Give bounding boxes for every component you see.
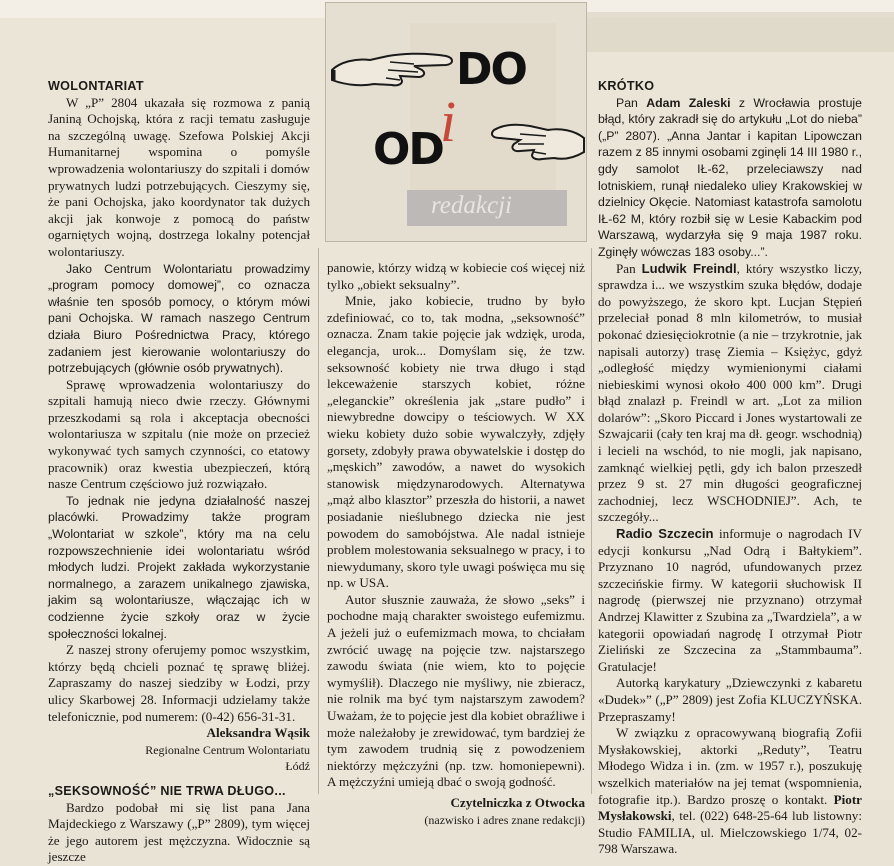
news-item-kluczynska: Autorką karykatury „Dziewczynki z kabaretu «Dudek»” („P” 2809) jest Zofia KLUCZYŃSKA. Przepraszamy!: [598, 675, 862, 724]
text-run: Pan: [616, 260, 642, 276]
section-heading-wolontariat: WOLONTARIAT: [48, 79, 144, 93]
text-run: , który wszystko liczy, sprawdza i... we wszystkim szuka błędów, dodaje do powyższego, że skoro kpt. Lucjan Stępień przeleciał ponad 8 mln kilometrów, to musiał pokonać dziesięciokrotnie (a nie – trzykrotnie, jak napisali autorzy) trasę Ziemia – Księżyc, gdyż „odległość między wymienionymi ciałami niebieskimi wynosi około 400 000 km”. Drugi błąd znalazł p. Freindl w art. „Lot za milion dolarów”: „Skoro Piccard i Jones wystartowali ze Szwajcarii (cały ten kraj ma dł. geogr. wschodnią) i lecieli na wschód, to nie mogli, jak napisano, zamknąć wielkiej pętli, gdy ich balon przeszedł przez 9 st. 27 min długości geograficznej zachodniej, lecz WSCHODNIEJ”. Ach, te szczegóły...: [598, 260, 863, 525]
letter-paragraph: Sprawę wprowadzenia wolontariuszy do szpitali hamują nieco dwie rzeczy. Głównymi przeszkodami są rola i akceptacja obecności wolontariusza w szpitalu (nie może on przecież wykonywać tych samych czynności, co etatowy pracownik) oraz kwestia ubezpieczeń, którą nasze Centrum częściowo już rozwiązało.: [48, 376, 310, 492]
signature-city: Łódź: [285, 759, 310, 774]
news-item-radio-szczecin: [598, 526, 862, 675]
text-run: Pan: [616, 95, 647, 110]
header-title-i: i: [440, 89, 457, 154]
pointing-hand-right-icon: [330, 40, 456, 92]
column-seksownosc-continued: [327, 260, 585, 828]
news-item-zaleski: [598, 95, 862, 261]
signature-organization: Regionalne Centrum Wolontariatu: [145, 742, 310, 757]
text-run: informuje o nagrodach IV edycji konkursu „Nad Odrą i Bałtykiem”. Przyznano 10 nagród, ufundowanych przez szczecińskie firmy. W kategorii słuchowisk II nagrodę (pierwszej nie przyznano) otrzymał Andrzej Klawitter z Szubina za „Twardziela”, a w kategorii opowiadań nagrodę I otrzymał Piotr Zieliński ze Szczecina za „Stammbauma”. Gratulacje!: [598, 526, 862, 674]
section-heading-seksownosc: „SEKSOWNOŚĆ” NIE TRWA DŁUGO...: [48, 783, 286, 798]
person-name: Adam Zaleski: [646, 95, 731, 110]
signature-note: (nazwisko i adres znane redakcji): [424, 812, 585, 827]
letter-paragraph: Z naszej strony oferujemy pomoc wszystkim, którzy będą chcieli poznać tę sprawę bliżej. Zapraszamy do naszej siedziby w Łodzi, przy ulicy Skarbowej 28. Informacji udzielamy także telefonicznie, pod numerem: (0-42) 656-31-31.: [48, 642, 310, 724]
person-name: Ludwik Freindl: [641, 260, 737, 276]
letter-paragraph: Jako Centrum Wolontariatu prowadzimy „program pomocy domowej”, co oznacza właśnie ten sposób pomocy, o którym mówi pani Ochojska. W ramach naszego Centrum działa Biuro Pośrednictwa Pracy, którego zadaniem jest kierowanie wolontariuszy do potrzebujących (głównie osób prywatnych).: [48, 261, 310, 376]
header-subtitle-band: [407, 190, 567, 226]
text-run: z Wrocławia prostuje błąd, który zakradł się do artykułu „Lot do nieba” („P” 2807). „Anna Jantar i kapitan Lipowczan razem z 85 innymi osobami zginęli 14 III 1980 r., gdy samolot IŁ-62, przeleciawszy nad lotniskiem, runął niedaleko uliey Krakowskiej w dzielnicy Okęcie. Natomiast katastrofa samolotu IŁ-62 M, który rozbił się w Lesie Kabackim pod Warszawą, wydarzyła się 9 maja 1987 roku. Zginęły wówczas 183 osoby...”.: [598, 95, 862, 259]
person-name: Piotr Mysłakowski: [598, 791, 862, 824]
letter-paragraph: panowie, którzy widzą w kobiecie coś więcej niż tylko „obiekt seksualny”.: [327, 260, 585, 292]
news-item-myslakowski: [598, 725, 862, 858]
signature-name: Aleksandra Wąsik: [206, 725, 310, 741]
signature-name: Czytelniczka z Otwocka: [450, 795, 585, 810]
section-heading-krotko: KRÓTKO: [598, 79, 655, 93]
letter-paragraph: To jednak nie jedyna działalność naszej placówki. Prowadzimy także program „Wolontariat w szkole”, który ma na celu rozpowszechnienie idei wolontariatu wśród młodych ludzi. Projekt zakłada wykorzystanie normalnego, a zarazem unikalnego zjawiska, jakim są wolontariusze, włączając ich w codzienne życie szkoły oraz w życie społeczności lokalnej.: [48, 493, 310, 641]
header-title-do: DO: [456, 44, 526, 95]
previous-page-bleed: [560, 12, 894, 52]
column-wolontariat: [48, 78, 310, 866]
header-subtitle: redakcji: [431, 192, 512, 219]
pointing-hand-left-icon: [490, 110, 586, 166]
letter-paragraph: Mnie, jako kobiecie, trudno by było zdefiniować, co to, tak modna, „seksowność” oznacza. Znam takie pojęcie jak wdzięk, uroda, elegancja, urok... Domyślam się, że tzw. seksowność kobiety nie trwa długo i stąd lekceważenie starszych kobiet, różne „eleganckie” określenia jak „stare pudło” i niewybredne dowcipy o teściowych. W XX wieku kobiety dużo sobie wywalczyły, zdjęły gorsety, zdobyły prawa obywatelskie i dostęp do „męskich” zawodów, a nawet do wysokich stanowisk międzynarodowych. Alternatywa „mąż albo klasztor” przeszła do historii, a nawet posiadanie nieślubnego dziecka nie jest powodem do samobójstwa. Ale nadal istnieje problem molestowania seksualnego w pracy, i to niewydumany, skoro tyle uwagi poświęca mu się np. w USA.: [327, 293, 585, 591]
column-rule-1: [318, 248, 319, 794]
text-run: , tel. (022) 648-25-64 lub listowny: Studio FAMILIA, ul. Mielczowskiego 1/74, 02-798 Warszawa.: [598, 808, 862, 857]
header-title-od: OD: [373, 124, 443, 175]
letter-paragraph: W „P” 2804 ukazała się rozmowa z panią Janiną Ochojską, która z racji tematu zasługuje na szczególną uwagę. Szefowa Polskiej Akcji Humanitarnej wspomina o pomyśle wprowadzenia wolontariuszy do szpitali i domów prywatnych ludzi potrzebujących. Cieszymy się, że pani Ochojska, jako koordynator tak dużych akcji jak konwoje z pomocą do państw ogarniętych wojną, dostrzega lokalny potencjał wolontariuszy.: [48, 94, 310, 259]
text-run: W związku z opracowywaną biografią Zofii Mysłakowskiej, aktorki „Reduty”, Teatru Młodego Widza i in. (zm. w 1957 r.), poszukuję wszelkich materiałów na jej temat (wspomnienia, fotografie itp.). Bardzo proszę o kontakt.: [598, 725, 862, 807]
column-rule-2: [591, 248, 592, 794]
letter-paragraph: Autor słusznie zauważa, że słowo „seks” i pochodne mają charakter swoistego eufemizmu. A jeżeli już o eufemizmach mowa, to chciałam zwrócić uwagę na pojęcie tzw. najstarszego zawodu świata (nie wiem, kto to pojęcie wymyślił). Dlaczego nie myśliwy, nie zbieracz, nie rolnik ma być tym najstarszym zawodem? Uważam, że to pojęcie jest dla kobiet obraźliwe i może należałoby je zrewidować, tym bardziej że tym zawodem trudnią się z powodzeniem niektórzy mężczyźni (np. tzw. homoniepewni). A mężczyźni umieją dbać o swoją godność.: [327, 591, 585, 790]
news-item-freindl: [598, 261, 862, 527]
organization-name: Radio Szczecin: [616, 526, 714, 542]
letter-paragraph: Bardzo podobał mi się list pana Jana Majdeckiego z Warszawy („P” 2809), tym więcej że jego autorem jest mężczyzna. Widocznie są jeszcze: [48, 799, 310, 865]
column-krotko: [598, 78, 862, 858]
